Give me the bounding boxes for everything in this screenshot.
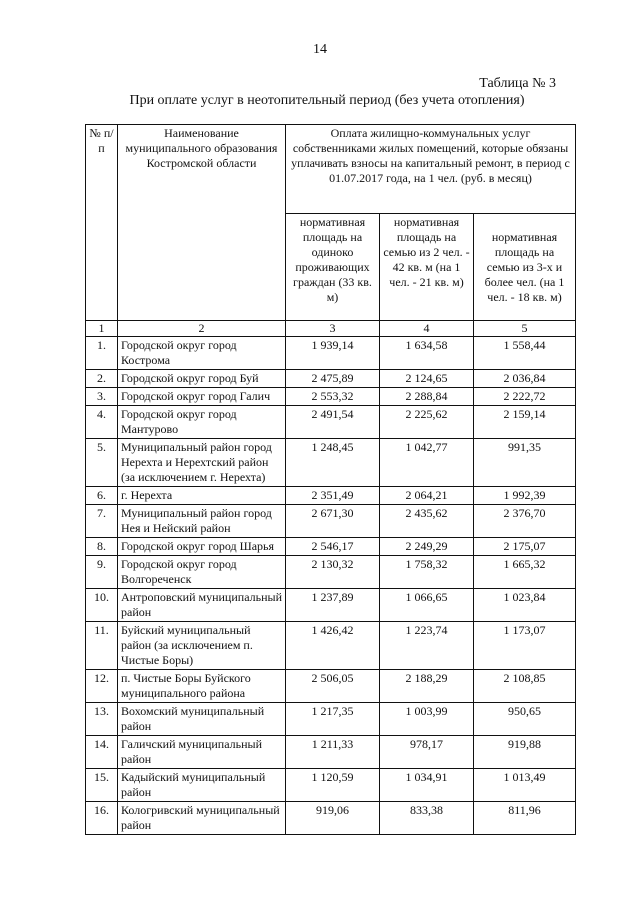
- row-number: 6.: [86, 487, 118, 505]
- row-number: 3.: [86, 388, 118, 406]
- table-row: [86, 670, 576, 703]
- table-row: [86, 703, 576, 736]
- row-number: 12.: [86, 670, 118, 703]
- row-number: 16.: [86, 802, 118, 835]
- row-value-family-2: 1 634,58: [380, 337, 474, 370]
- row-value-single: 1 248,45: [286, 439, 380, 487]
- column-number: 5: [474, 321, 576, 337]
- header-sub2: нормативная площадь на семью из 2 чел. - 42 кв. м (на 1 чел. - 21 кв. м): [380, 214, 474, 321]
- row-number: 8.: [86, 538, 118, 556]
- row-number: 10.: [86, 589, 118, 622]
- row-value-single: 2 546,17: [286, 538, 380, 556]
- row-value-family-2: 1 066,65: [380, 589, 474, 622]
- row-value-family-2: 833,38: [380, 802, 474, 835]
- row-value-single: 2 506,05: [286, 670, 380, 703]
- row-value-family-2: 2 288,84: [380, 388, 474, 406]
- header-num: № п/п: [86, 125, 118, 321]
- table-row: [86, 538, 576, 556]
- row-municipality-name: Муниципальный район город Нея и Нейский район: [118, 505, 286, 538]
- row-value-family-2: 1 042,77: [380, 439, 474, 487]
- row-municipality-name: Городской округ город Галич: [118, 388, 286, 406]
- row-value-single: 2 671,30: [286, 505, 380, 538]
- row-municipality-name: Городской округ город Буй: [118, 370, 286, 388]
- row-value-family-3: 1 023,84: [474, 589, 576, 622]
- row-municipality-name: Городской округ город Волгореченск: [118, 556, 286, 589]
- row-number: 5.: [86, 439, 118, 487]
- row-municipality-name: Буйский муниципальный район (за исключением п. Чистые Боры): [118, 622, 286, 670]
- row-municipality-name: г. Нерехта: [118, 487, 286, 505]
- row-value-family-3: 2 222,72: [474, 388, 576, 406]
- table-row: [86, 406, 576, 439]
- row-value-single: 2 553,32: [286, 388, 380, 406]
- table-row: [86, 736, 576, 769]
- row-number: 7.: [86, 505, 118, 538]
- table-row: [86, 589, 576, 622]
- row-value-family-3: 2 159,14: [474, 406, 576, 439]
- header-name: Наименование муниципального образования Костромской области: [118, 125, 286, 321]
- row-value-family-3: 2 036,84: [474, 370, 576, 388]
- table-row: [86, 370, 576, 388]
- row-value-family-2: 1 223,74: [380, 622, 474, 670]
- column-number: 3: [286, 321, 380, 337]
- row-value-family-3: 2 376,70: [474, 505, 576, 538]
- header-row: [86, 125, 576, 214]
- row-municipality-name: Кадыйский муниципальный район: [118, 769, 286, 802]
- row-number: 9.: [86, 556, 118, 589]
- row-value-family-3: 1 665,32: [474, 556, 576, 589]
- table-body: [86, 337, 576, 835]
- row-value-family-2: 2 249,29: [380, 538, 474, 556]
- row-number: 4.: [86, 406, 118, 439]
- row-number: 13.: [86, 703, 118, 736]
- row-value-family-3: 991,35: [474, 439, 576, 487]
- row-municipality-name: Антроповский муниципальный район: [118, 589, 286, 622]
- row-value-single: 1 426,42: [286, 622, 380, 670]
- table-row: [86, 487, 576, 505]
- row-value-single: 2 475,89: [286, 370, 380, 388]
- table-row: [86, 622, 576, 670]
- row-value-single: 1 217,35: [286, 703, 380, 736]
- row-value-single: 1 211,33: [286, 736, 380, 769]
- row-municipality-name: п. Чистые Боры Буйского муниципального района: [118, 670, 286, 703]
- column-number: 4: [380, 321, 474, 337]
- header-payment: Оплата жилищно-коммунальных услуг собственниками жилых помещений, которые обязаны уплачивать взносы на капитальный ремонт, в период с 01.07.2017 года, на 1 чел. (руб. в месяц): [286, 125, 576, 214]
- table-row: [86, 337, 576, 370]
- row-value-family-2: 1 003,99: [380, 703, 474, 736]
- row-value-family-2: 2 124,65: [380, 370, 474, 388]
- row-value-family-2: 2 225,62: [380, 406, 474, 439]
- table-row: [86, 505, 576, 538]
- table-row: [86, 388, 576, 406]
- column-number: 1: [86, 321, 118, 337]
- table-row: [86, 439, 576, 487]
- column-number: 2: [118, 321, 286, 337]
- row-municipality-name: Кологривский муниципальный район: [118, 802, 286, 835]
- row-value-family-3: 2 108,85: [474, 670, 576, 703]
- row-value-single: 1 120,59: [286, 769, 380, 802]
- row-value-single: 1 237,89: [286, 589, 380, 622]
- column-numbers-row: [86, 321, 576, 337]
- table-title: Таблица № 3: [479, 76, 556, 91]
- row-value-family-2: 2 188,29: [380, 670, 474, 703]
- row-value-family-3: 1 992,39: [474, 487, 576, 505]
- header-sub1: нормативная площадь на одиноко проживающих граждан (33 кв. м): [286, 214, 380, 321]
- row-value-single: 1 939,14: [286, 337, 380, 370]
- row-value-family-2: 1 758,32: [380, 556, 474, 589]
- table-row: [86, 769, 576, 802]
- row-value-family-3: 1 558,44: [474, 337, 576, 370]
- row-number: 14.: [86, 736, 118, 769]
- page-number: 14: [313, 42, 327, 57]
- row-value-single: 2 491,54: [286, 406, 380, 439]
- row-municipality-name: Вохомский муниципальный район: [118, 703, 286, 736]
- row-value-family-2: 2 064,21: [380, 487, 474, 505]
- row-value-family-2: 1 034,91: [380, 769, 474, 802]
- row-value-family-3: 1 173,07: [474, 622, 576, 670]
- row-value-family-3: 919,88: [474, 736, 576, 769]
- row-value-single: 919,06: [286, 802, 380, 835]
- row-municipality-name: Городской округ город Мантурово: [118, 406, 286, 439]
- row-value-family-3: 950,65: [474, 703, 576, 736]
- row-value-family-2: 2 435,62: [380, 505, 474, 538]
- row-municipality-name: Городской округ город Шарья: [118, 538, 286, 556]
- row-municipality-name: Муниципальный район город Нерехта и Нерехтский район (за исключением г. Нерехта): [118, 439, 286, 487]
- row-value-single: 2 351,49: [286, 487, 380, 505]
- row-number: 2.: [86, 370, 118, 388]
- row-municipality-name: Городской округ город Кострома: [118, 337, 286, 370]
- header-sub3: нормативная площадь на семью из 3-х и более чел. (на 1 чел. - 18 кв. м): [474, 214, 576, 321]
- row-value-single: 2 130,32: [286, 556, 380, 589]
- row-value-family-2: 978,17: [380, 736, 474, 769]
- tariff-table: [85, 124, 576, 835]
- table-row: [86, 802, 576, 835]
- row-value-family-3: 811,96: [474, 802, 576, 835]
- row-number: 11.: [86, 622, 118, 670]
- row-value-family-3: 2 175,07: [474, 538, 576, 556]
- row-value-family-3: 1 013,49: [474, 769, 576, 802]
- row-number: 1.: [86, 337, 118, 370]
- row-number: 15.: [86, 769, 118, 802]
- table-subtitle: При оплате услуг в неотопительный период (без учета отопления): [129, 93, 525, 108]
- table-row: [86, 556, 576, 589]
- row-municipality-name: Галичский муниципальный район: [118, 736, 286, 769]
